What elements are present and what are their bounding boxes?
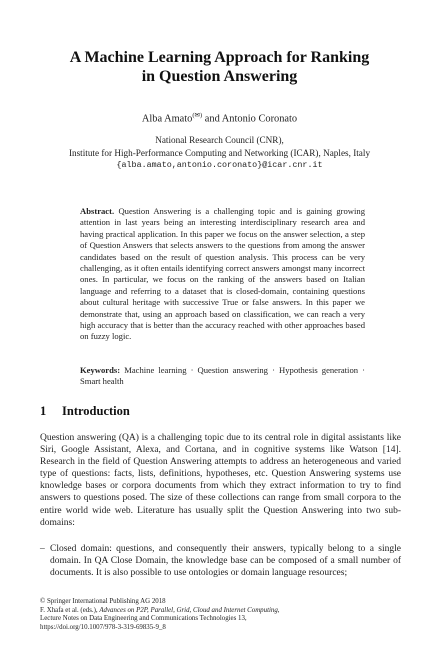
author-list [0, 111, 439, 124]
author-1: Alba Amato [141, 113, 193, 125]
corresponding-author-mark: (✉) [192, 112, 203, 119]
abstract-text: Question Answering is a challenging topic and is gaining growing attention in last years being an interesting interdisciplinary research area and having practical application. In this paper we focus on the answer selection, a step of Question Answers that selects answers to the questions from among the answer candidates based on the result of question analysis. This process can be very challenging, as it often entails identifying correct answers amongst many incorrect ones. In particular, we focus on the ranking of the answers based on Italian language and referring to a dataset that is closed-domain, containing questions about cultural heritage with successive True or false answers. In this paper we demonstrate that, using an approach based on classification, we can reach a very high accuracy that is better than the accuracy reached with other approaches based on fuzzy logic. [80, 206, 365, 342]
paper-title [40, 48, 399, 86]
author-2: Antonio Coronato [221, 113, 298, 125]
list-item [40, 543, 401, 579]
title-line-1: A Machine Learning Approach for Ranking [69, 49, 370, 66]
doi-line: https://doi.org/10.1007/978-3-319-69835-9_8 [40, 623, 166, 631]
author-email: {alba.amato,antonio.coronato}@icar.cnr.it [116, 160, 323, 170]
keywords-text: Machine learning · Question answering · Hypothesis generation · Smart health [80, 365, 365, 387]
section-heading [40, 404, 130, 419]
keywords [80, 365, 365, 388]
abstract-label: Abstract. [80, 206, 115, 216]
series-line: Lecture Notes on Data Engineering and Communications Technologies 13, [40, 615, 247, 623]
author-connector: and [202, 113, 222, 125]
affiliation-line-1: National Research Council (CNR), [155, 135, 284, 145]
list-item-text: Closed domain: questions, and consequently their answers, typically belong to a single domain. In QA Close Domain, the knowledge base can be composed of a small number of documents. It is also possible to use ontologies or domain language resources; [50, 544, 401, 579]
citation-line [40, 607, 401, 616]
citation-editors: F. Xhafa et al. (eds.), [40, 606, 100, 614]
list-bullet: – [40, 544, 45, 554]
publication-footnote [40, 598, 401, 632]
section-title: Introduction [62, 404, 130, 418]
title-line-2: in Question Answering [141, 68, 298, 85]
copyright-line: © Springer International Publishing AG 2018 [40, 598, 166, 605]
intro-paragraph: Question answering (QA) is a challenging topic due to its central role in digital assistants like Siri, Google Assistant, Alexa, and Cortana, and in cognitive systems like Watson [14]. Research in the field of Question Answering attempts to address an heterogeneous and varied type of questions: facts, lists, definitions, hypotheses, etc. Question Answering systems use knowledge bases or corpora documents from which they extract information to try to find answers to questions posed. The size of these collections can range from small corpora to the entire world wide web. Literature has usually split the Question Answering into two sub-domains: [40, 433, 401, 528]
abstract [80, 206, 365, 343]
affiliation [30, 134, 409, 172]
affiliation-line-2: Institute for High-Performance Computing and Networking (ICAR), Naples, Italy [68, 147, 371, 158]
citation-book-title: Advances on P2P, Parallel, Grid, Cloud and Internet Computing, [99, 606, 280, 614]
keywords-label: Keywords: [80, 365, 121, 375]
section-number: 1 [40, 404, 47, 418]
